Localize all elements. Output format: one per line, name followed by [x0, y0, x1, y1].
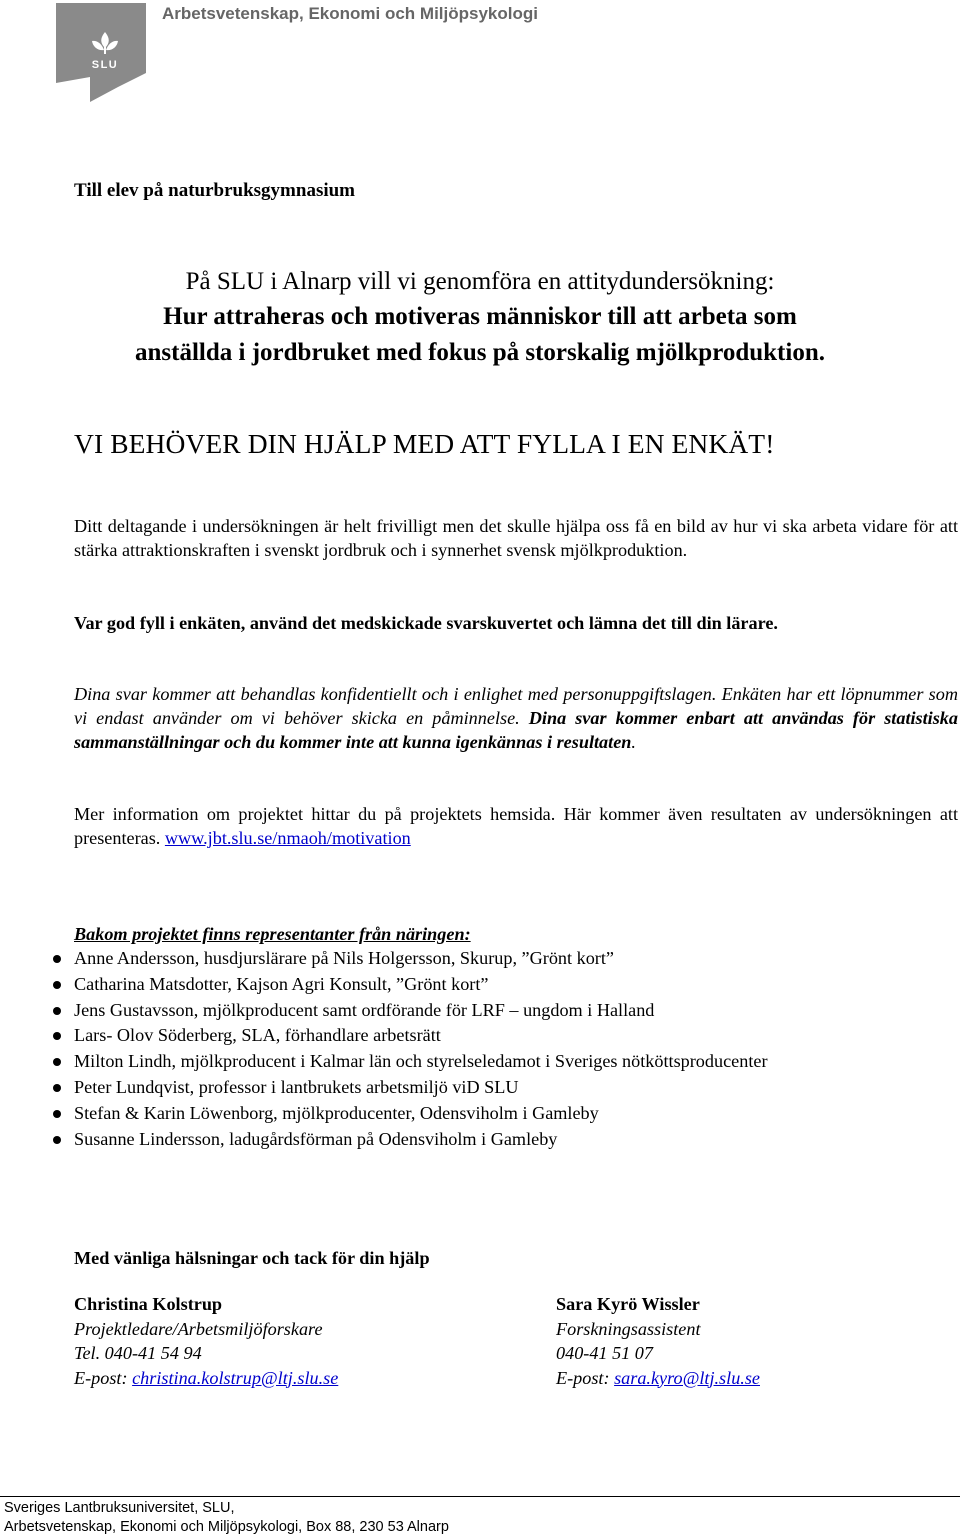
signature-role: Forskningsassistent — [556, 1318, 701, 1339]
title-line-1: På SLU i Alnarp vill vi genomföra en attitydundersökning: — [185, 268, 775, 295]
representative-text: Catharina Matsdotter, Kajson Agri Konsult, ”Grönt kort” — [74, 973, 489, 994]
signature-left — [74, 1292, 434, 1390]
representative-item — [50, 972, 768, 998]
representative-text: Peter Lundqvist, professor i lantbrukets arbetsmiljö viD SLU — [74, 1076, 519, 1097]
email-link[interactable]: sara.kyro@ltj.slu.se — [614, 1367, 760, 1388]
closing-line: Med vänliga hälsningar och tack för din hjälp — [74, 1248, 430, 1268]
title-line-2: Hur attraheras och motiveras människor till att arbeta som — [163, 303, 797, 330]
footer-line-2: Arbetsvetenskap, Ekonomi och Miljöpsykologi, Box 88, 230 53 Alnarp — [4, 1518, 449, 1535]
representative-text: Anne Andersson, husdjurslärare på Nils Holgersson, Skurup, ”Grönt kort” — [74, 948, 614, 968]
bullet-icon — [53, 1032, 61, 1040]
intro-paragraph: Ditt deltagande i undersökningen är helt frivilligt men det skulle hjälpa oss få en bild av hur vi ska arbeta vidare för att stärka attraktionskraften i svenskt jordbruk och i synnerhet svensk mjölkproduktion. — [74, 516, 958, 560]
call-to-action-heading: VI BEHÖVER DIN HJÄLP MED ATT FYLLA I EN ENKÄT! — [74, 428, 775, 459]
representative-text: Jens Gustavsson, mjölkproducent samt ordförande för LRF – ungdom i Halland — [74, 999, 655, 1020]
logo-text: SLU — [91, 59, 119, 71]
confidentiality-paragraph — [74, 682, 958, 754]
confidentiality-end: . — [631, 732, 636, 752]
signature-name: Christina Kolstrup — [74, 1294, 223, 1314]
instruction-paragraph: Var god fyll i enkäten, använd det medskickade svarskuvertet och lämna det till din lärare. — [74, 613, 778, 633]
representative-item — [50, 1023, 768, 1049]
confidentiality-emphasis: Dina svar kommer enbart att användas för statistiska sammanställningar och du kommer inte att kunna igenkännas i resultaten — [74, 708, 958, 752]
email-link[interactable]: christina.kolstrup@ltj.slu.se — [132, 1367, 339, 1388]
signature-right — [556, 1292, 916, 1390]
representative-item — [50, 1101, 768, 1127]
signature-phone: Tel. 040-41 54 94 — [74, 1343, 202, 1363]
representative-text: Milton Lindh, mjölkproducent i Kalmar län och styrelseledamot i Sveriges nötköttsproducenter — [74, 1051, 768, 1072]
representative-text: Stefan & Karin Löwenborg, mjölkproducenter, Odensviholm i Gamleby — [74, 1102, 599, 1123]
title-line-3: anställda i jordbruket med fokus på storskalig mjölkproduktion. — [135, 339, 825, 366]
project-website-link[interactable]: www.jbt.slu.se/nmaoh/motivation — [164, 828, 411, 848]
representative-item — [50, 946, 768, 972]
recipient-line: Till elev på naturbruksgymnasium — [74, 180, 356, 201]
more-info-paragraph — [74, 802, 958, 850]
representative-item — [50, 1127, 768, 1153]
bullet-icon — [53, 955, 61, 963]
representative-text: Lars- Olov Söderberg, SLA, förhandlare arbetsrätt — [74, 1025, 441, 1046]
signature-name: Sara Kyrö Wissler — [556, 1294, 700, 1314]
representative-item — [50, 1049, 768, 1075]
confidentiality-text: Dina svar kommer att behandlas konfidentiellt och i enlighet med personuppgiftslagen. Enkäten har ett löpnummer som vi endast använder om vi behöver skicka en påminnelse. — [74, 684, 958, 728]
signature-email-line — [74, 1366, 434, 1391]
more-info-text: Mer information om projektet hittar du på projektets hemsida. Här kommer även resultaten av undersökningen att presenteras. — [74, 804, 958, 848]
department-header: Arbetsvetenskap, Ekonomi och Miljöpsykologi — [162, 4, 538, 23]
bullet-icon — [53, 1058, 61, 1066]
email-label: E-post: — [556, 1367, 615, 1388]
bullet-icon — [53, 981, 61, 989]
bullet-icon — [53, 1084, 61, 1092]
bullet-icon — [53, 1110, 61, 1118]
footer — [4, 1499, 449, 1536]
email-label: E-post: — [74, 1367, 133, 1388]
representatives-heading: Bakom projektet finns representanter från näringen: — [74, 924, 471, 944]
signature-role: Projektledare/Arbetsmiljöforskare — [74, 1318, 323, 1339]
representative-text: Susanne Lindersson, ladugårdsförman på Odensviholm i Gamleby — [74, 1128, 558, 1149]
representatives-list — [50, 946, 768, 1152]
bullet-icon — [53, 1007, 61, 1015]
footer-line-1: Sveriges Lantbruksuniversitet, SLU, — [4, 1500, 235, 1516]
slu-logo — [56, 3, 146, 105]
signature-phone: 040-41 51 07 — [556, 1343, 653, 1363]
representative-item — [50, 1075, 768, 1101]
signature-email-line — [556, 1366, 916, 1391]
bullet-icon — [53, 1136, 61, 1144]
footer-divider — [0, 1496, 960, 1497]
representative-item — [50, 998, 768, 1024]
